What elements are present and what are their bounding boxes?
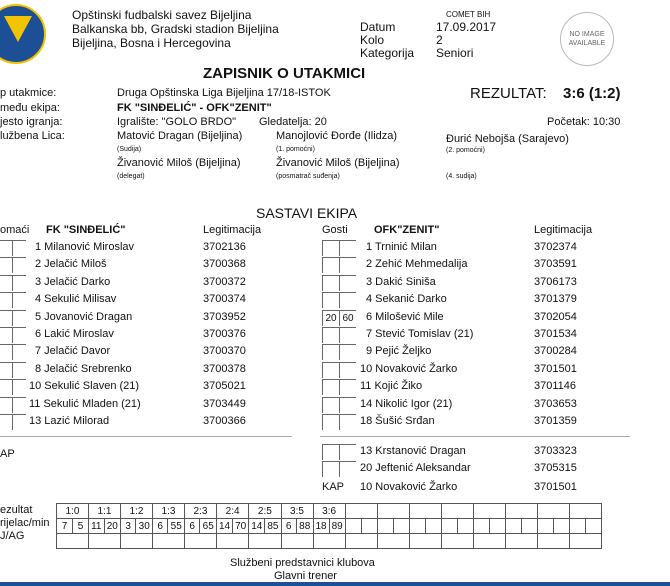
scorer-cell: 65 <box>200 519 217 534</box>
scorer-cell: 14 <box>217 519 233 534</box>
empty-ag-cell <box>505 534 537 549</box>
ag-cell <box>249 534 281 549</box>
home-box <box>12 292 26 308</box>
empty-ag-cell <box>441 534 473 549</box>
home-player-license: 3700376 <box>203 328 246 340</box>
home-box <box>12 327 26 343</box>
away-player-name: 4 Sekanić Darko <box>366 293 447 306</box>
scorer-cell: 11 <box>89 519 105 534</box>
home-player-license: 3703952 <box>203 310 246 323</box>
empty-scorer-cell <box>553 519 569 534</box>
home-player-name: 6 Lakić Miroslav <box>35 328 114 340</box>
away-sub-out-box <box>339 414 356 430</box>
away-sub-in-box <box>322 379 339 395</box>
away-captain-label: KAP <box>322 481 345 493</box>
no-image-placeholder: NO IMAGE AVAILABLE <box>560 12 614 66</box>
away-player-name: 1 Trninić Milan <box>366 241 437 253</box>
home-player-name: 8 Jelačić Srebrenko <box>35 362 132 375</box>
federation-logo <box>0 4 46 64</box>
empty-score-cell <box>377 504 409 519</box>
score-cell: 3:6 <box>313 504 345 519</box>
ag-cell <box>121 534 153 549</box>
score-label: ezultat <box>0 504 33 516</box>
home-box <box>12 257 26 273</box>
away-captain-license: 3701501 <box>534 481 577 493</box>
kategorija-label: Kategorija <box>360 46 415 60</box>
spectators: Gledatelja: 20 <box>259 116 327 128</box>
away-player-license: 3700284 <box>534 345 577 358</box>
score-cell: 2:3 <box>185 504 217 519</box>
away-player-name: 14 Nikolić Igor (21) <box>360 397 453 410</box>
home-player-name: 11 Sekulić Mladen (21) <box>29 397 141 410</box>
home-player-name: 3 Jelačić Darko <box>35 275 111 288</box>
home-box <box>0 397 12 413</box>
ag-cell <box>89 534 121 549</box>
scorer-cell: 14 <box>249 519 265 534</box>
fourth-official-role: (4. sudija) <box>446 173 477 180</box>
scorer-cell: 18 <box>313 519 329 534</box>
kickoff: Početak: 10:30 <box>547 116 621 128</box>
ag-cell <box>281 534 313 549</box>
scorer-cell: 7 <box>57 519 73 534</box>
empty-ag-cell <box>377 534 409 549</box>
away-sub-in-box <box>322 240 339 256</box>
score-grid-table <box>56 503 602 549</box>
home-player-license: 3700372 <box>203 275 246 288</box>
away-player-name: 18 Šušić Srđan <box>360 415 435 427</box>
empty-ag-cell <box>569 534 601 549</box>
away-player-license: 3703591 <box>534 258 577 271</box>
home-license-header: Legitimacija <box>203 224 262 236</box>
system-label: COMET BIH <box>446 10 491 19</box>
home-player-license: 3705021 <box>203 380 246 393</box>
empty-scorer-cell <box>425 519 441 534</box>
away-player-license: 3701359 <box>534 415 577 427</box>
home-player-name: 7 Jelačić Davor <box>35 345 111 358</box>
score-cell: 2:5 <box>249 504 281 519</box>
empty-scorer-cell <box>585 519 601 534</box>
empty-scorer-cell <box>521 519 537 534</box>
home-box <box>0 240 12 256</box>
away-sub-out-box <box>339 344 356 360</box>
empty-ag-cell <box>537 534 569 549</box>
empty-scorer-cell <box>505 519 521 534</box>
label-venue: jesto igranja: <box>0 116 63 128</box>
competition: Druga Opštinska Liga Bijeljina 17/18-ISTOK <box>117 87 331 99</box>
home-box <box>12 397 26 413</box>
away-sub-in-box <box>322 275 339 291</box>
away-divider <box>320 436 630 437</box>
away-player-license: 3702054 <box>534 310 577 323</box>
empty-scorer-cell <box>361 519 377 534</box>
label-officials: lužbena Lica: <box>0 130 65 142</box>
away-sub-in-box: 20 <box>322 310 339 326</box>
away-player-license: 3706173 <box>534 275 577 288</box>
home-box <box>12 310 26 326</box>
home-player-license: 3700378 <box>203 362 246 375</box>
away-sub-out-box <box>339 292 356 308</box>
empty-score-cell <box>345 504 377 519</box>
datum-label: Datum <box>360 20 396 34</box>
org-name: Opštinski fudbalski savez Bijeljina <box>72 8 252 22</box>
away-sub-out-box <box>339 275 356 291</box>
empty-ag-cell <box>473 534 505 549</box>
ag-cell <box>217 534 249 549</box>
ag-cell <box>185 534 217 549</box>
observer: Živanović Miloš (Bijeljina) <box>276 157 400 169</box>
away-player-license: 3701146 <box>534 380 577 393</box>
score-cell: 2:4 <box>217 504 249 519</box>
scorer-cell: 70 <box>233 519 249 534</box>
home-player-name: 2 Jelačić Miloš <box>35 258 107 271</box>
away-sub-out-box <box>339 379 356 395</box>
empty-score-cell <box>409 504 441 519</box>
home-captain-label: AP <box>0 448 15 460</box>
home-player-name: 4 Sekulić Milisav <box>35 293 117 306</box>
home-player-name: 1 Milanović Miroslav <box>35 241 135 253</box>
home-box <box>12 240 26 256</box>
home-player-license: 3700368 <box>203 258 246 271</box>
label-teams: među ekipa: <box>0 102 60 114</box>
assistant-2-role: (2. pomoćni) <box>446 147 485 154</box>
scorer-cell: 3 <box>121 519 136 534</box>
empty-scorer-cell <box>457 519 473 534</box>
away-player-license: 3701534 <box>534 328 577 340</box>
away-player-name: 11 Kojić Žiko <box>360 380 423 393</box>
away-license-header: Legitimacija <box>534 224 593 236</box>
empty-score-cell <box>537 504 569 519</box>
scorer-cell: 85 <box>265 519 281 534</box>
kolo-value: 2 <box>436 33 443 47</box>
away-bench-box <box>322 444 339 460</box>
away-player-name: 7 Stević Tomislav (21) <box>366 328 474 340</box>
home-player-license: 3700370 <box>203 345 246 358</box>
delegate: Živanović Miloš (Bijeljina) <box>117 157 241 169</box>
referee: Matović Dragan (Bijeljina) <box>117 130 243 142</box>
away-sub-in-box <box>322 257 339 273</box>
empty-scorer-cell <box>489 519 505 534</box>
away-bench-license: 3703323 <box>534 445 577 457</box>
scorer-cell: 6 <box>153 519 168 534</box>
away-sub-out-box <box>339 327 356 343</box>
scorer-cell: 5 <box>73 519 89 534</box>
away-sub-in-box <box>322 414 339 430</box>
home-box <box>12 379 26 395</box>
home-box <box>0 327 12 343</box>
scorer-cell: 89 <box>329 519 345 534</box>
ag-cell <box>153 534 185 549</box>
kolo-label: Kolo <box>360 33 385 47</box>
away-bench-box <box>339 461 356 477</box>
home-box <box>0 414 12 430</box>
away-player-license: 3701501 <box>534 362 577 375</box>
away-sub-out-box <box>339 240 356 256</box>
label-match-type: p utakmice: <box>0 87 57 99</box>
home-team-name: FK "SINĐELIĆ" <box>46 224 126 236</box>
referee-role: (Sudija) <box>117 146 142 153</box>
away-bench-name: 13 Krstanović Dragan <box>360 445 466 457</box>
bottom-bar <box>0 582 670 586</box>
away-bench-license: 3705315 <box>534 462 577 474</box>
away-sub-in-box <box>322 292 339 308</box>
teams: FK "SINĐELIĆ" - OFK"ZENIT" <box>117 102 272 114</box>
home-box <box>0 362 12 378</box>
empty-scorer-cell <box>377 519 393 534</box>
away-player-license: 3703653 <box>534 397 577 410</box>
away-sub-in-box <box>322 327 339 343</box>
scorer-cell: 20 <box>104 519 120 534</box>
home-box <box>0 310 12 326</box>
home-box <box>12 275 26 291</box>
away-player-license: 3701379 <box>534 293 577 306</box>
home-box <box>0 275 12 291</box>
ag-cell <box>57 534 89 549</box>
home-box <box>0 257 12 273</box>
home-box <box>12 362 26 378</box>
empty-score-cell <box>441 504 473 519</box>
report-title: ZAPISNIK O UTAKMICI <box>203 65 366 82</box>
home-box <box>0 292 12 308</box>
home-divider <box>0 436 292 437</box>
ag-label: J/AG <box>0 530 25 542</box>
away-player-name: 6 Milošević Mile <box>366 310 444 323</box>
away-sub-in-box <box>322 397 339 413</box>
assistant-1: Manojlović Đorđe (Ilidza) <box>276 130 398 142</box>
score-cell: 3:5 <box>281 504 313 519</box>
empty-ag-cell <box>345 534 377 549</box>
home-box <box>0 379 12 395</box>
scorer-cell: 55 <box>168 519 185 534</box>
scorer-cell: 30 <box>136 519 153 534</box>
empty-scorer-cell <box>345 519 361 534</box>
empty-ag-cell <box>409 534 441 549</box>
venue: Igralište: "GOLO BRDO" <box>117 116 237 128</box>
empty-score-cell <box>569 504 601 519</box>
score-cell: 1:2 <box>121 504 153 519</box>
lineups-title: SASTAVI EKIPA <box>256 205 358 221</box>
home-player-license: 3702136 <box>203 241 246 253</box>
home-box <box>12 344 26 360</box>
away-sub-out-box: 60 <box>339 310 356 326</box>
empty-scorer-cell <box>441 519 457 534</box>
delegate-role: (delegat) <box>117 173 145 180</box>
away-player-name: 10 Novaković Žarko <box>360 362 458 375</box>
empty-scorer-cell <box>473 519 489 534</box>
away-sub-out-box <box>339 257 356 273</box>
away-player-name: 9 Pejić Željko <box>366 345 432 358</box>
empty-scorer-cell <box>569 519 585 534</box>
away-sub-in-box <box>322 344 339 360</box>
score-cell: 1:0 <box>57 504 89 519</box>
observer-role: (posmatrač suđenja) <box>276 173 340 180</box>
org-city: Bijeljina, Bosna i Hercegovina <box>72 36 231 50</box>
org-address: Balkanska bb, Gradski stadion Bijeljina <box>72 22 279 36</box>
empty-scorer-cell <box>409 519 425 534</box>
datum-value: 17.09.2017 <box>436 20 497 34</box>
home-player-name: 10 Sekulić Slaven (21) <box>29 380 140 393</box>
away-sub-out-box <box>339 397 356 413</box>
away-label: Gosti <box>322 224 348 236</box>
empty-score-cell <box>473 504 505 519</box>
away-player-license: 3702374 <box>534 241 577 253</box>
home-player-license: 3703449 <box>203 397 246 410</box>
footer-reps: Službeni predstavnici klubova <box>230 557 375 569</box>
away-sub-out-box <box>339 362 356 378</box>
result-value: 3:6 (1:2) <box>563 85 621 102</box>
away-player-name: 3 Dakić Siniša <box>366 275 436 288</box>
home-box <box>12 414 26 430</box>
empty-score-cell <box>505 504 537 519</box>
result-label: REZULTAT: <box>470 85 547 102</box>
home-label: omaći <box>0 224 30 236</box>
away-bench-name: 20 Jeftenić Aleksandar <box>360 462 471 474</box>
home-player-name: 13 Lazić Milorad <box>29 415 110 427</box>
footer-coach: Glavni trener <box>274 570 337 582</box>
home-player-name: 5 Jovanović Dragan <box>35 310 133 323</box>
assistant-1-role: (1. pomoćni) <box>276 146 315 153</box>
away-player-name: 2 Zehić Mehmedalija <box>366 258 468 271</box>
kategorija-value: Seniori <box>436 46 474 60</box>
away-bench-box <box>322 461 339 477</box>
score-cell: 1:1 <box>89 504 121 519</box>
home-player-license: 3700374 <box>203 293 246 306</box>
away-captain-name: 10 Novaković Žarko <box>360 481 458 493</box>
score-cell: 1:3 <box>153 504 185 519</box>
empty-scorer-cell <box>393 519 409 534</box>
away-team-name: OFK"ZENIT" <box>374 224 440 236</box>
away-bench-box <box>339 444 356 460</box>
away-sub-in-box <box>322 362 339 378</box>
scorer-cell: 88 <box>296 519 313 534</box>
scorer-label: rijelac/min <box>0 517 50 529</box>
assistant-2: Đurić Nebojša (Sarajevo) <box>446 133 569 145</box>
scorer-cell: 6 <box>281 519 296 534</box>
empty-scorer-cell <box>537 519 553 534</box>
ag-cell <box>313 534 345 549</box>
home-box <box>0 344 12 360</box>
scorer-cell: 6 <box>185 519 200 534</box>
home-player-license: 3700366 <box>203 415 246 427</box>
